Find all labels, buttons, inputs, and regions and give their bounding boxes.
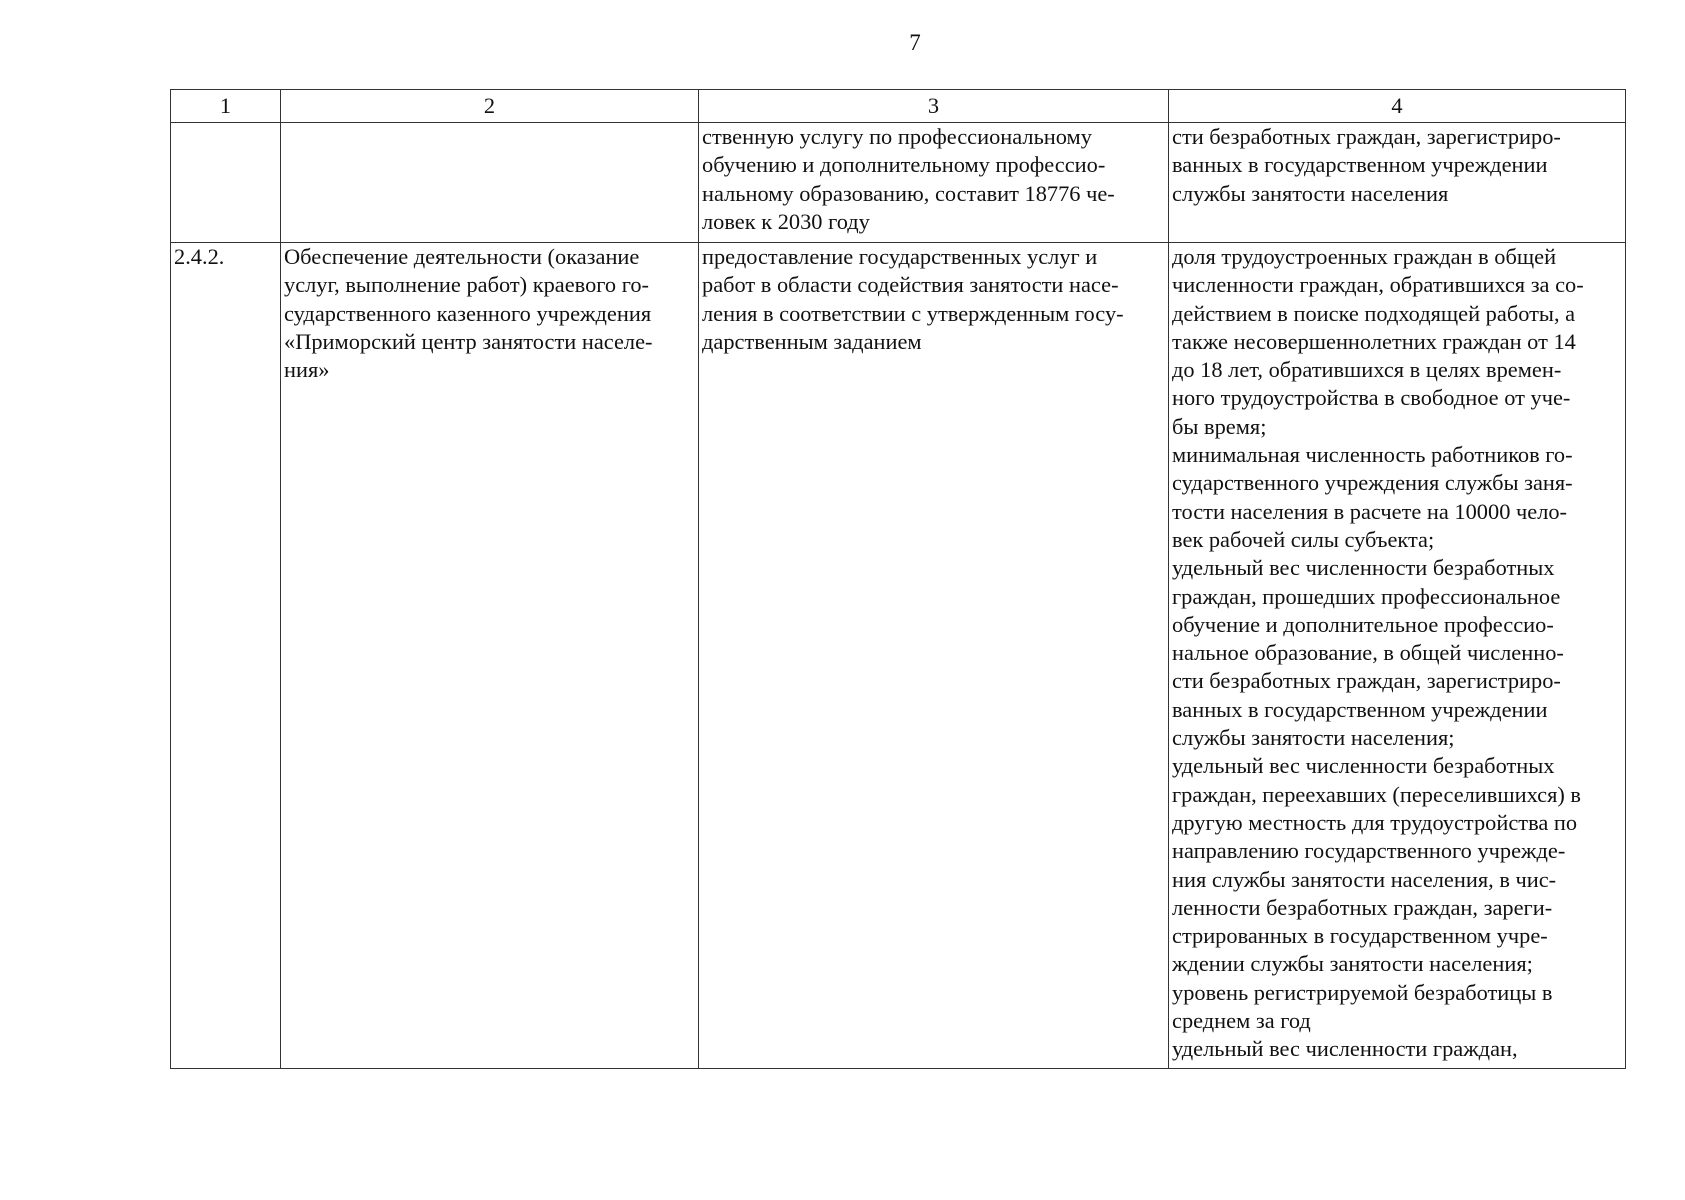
column-header-4: 4 <box>1169 90 1626 123</box>
description-cell: предоставление государственных услуг и работ в области содействия занятости насе- ления в соответствии с утвержденным госу- дарственным заданием <box>699 243 1169 1069</box>
table-row <box>171 243 1626 1069</box>
program-table <box>170 89 1626 1069</box>
header-row <box>171 90 1626 123</box>
indicators-cell: доля трудоустроенных граждан в общей численности граждан, обратившихся за со- действием в поиске подходящей работы, а также несовершеннолетних граждан от 14 до 18 лет, обратившихся в целях времен- ного трудоустройства в свободное от уче- бы время; минимальная численность работников го- сударственного учреждения службы заня- тости населения в расчете на 10000 чело- век рабочей силы субъекта; удельный вес численности безработных граждан, прошедших профессиональное обучение и дополнительное профессио- нальное образование, в общей численно- сти безработных граждан, зарегистриро- ванных в государственном учреждении службы занятости населения; удельный вес численности безработных граждан, переехавших (переселившихся) в другую местность для трудоустройства по направлению государственного учрежде- ния службы занятости населения, в чис- ленности безработных граждан, зареги- стрированных в государственном учре- ждении службы занятости населения; уровень регистрируемой безработицы в среднем за год удельный вес численности граждан, <box>1169 243 1626 1069</box>
row-number-cell <box>171 123 281 243</box>
measure-name-cell <box>281 123 699 243</box>
column-header-3: 3 <box>699 90 1169 123</box>
description-cell: ственную услугу по профессиональному обучению и дополнительному профессио- нальному образованию, составит 18776 че- ловек к 2030 году <box>699 123 1169 243</box>
column-header-1: 1 <box>171 90 281 123</box>
measure-name-cell: Обеспечение деятельности (оказание услуг, выполнение работ) краевого го- сударственного казенного учреждения «Приморский центр занятости населе- ния» <box>281 243 699 1069</box>
row-number-cell: 2.4.2. <box>171 243 281 1069</box>
column-header-2: 2 <box>281 90 699 123</box>
table-row <box>171 123 1626 243</box>
indicators-cell: сти безработных граждан, зарегистриро- ванных в государственном учреждении службы занятости населения <box>1169 123 1626 243</box>
page-number: 7 <box>909 30 921 55</box>
